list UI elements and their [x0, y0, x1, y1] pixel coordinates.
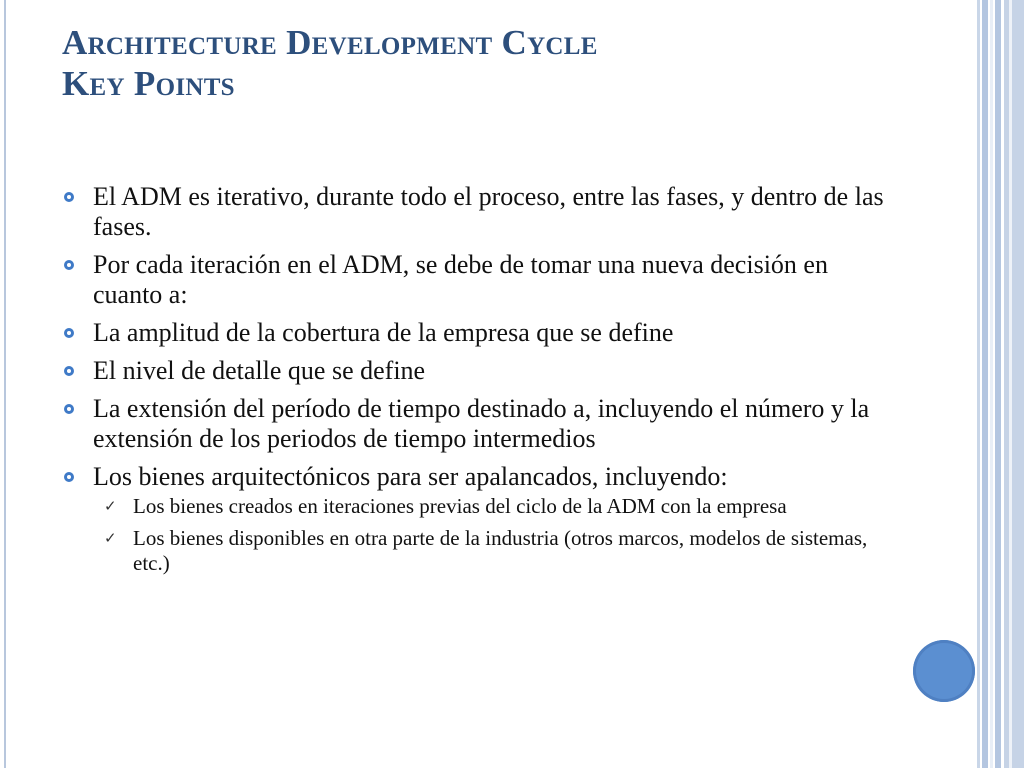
circle-bullet-icon — [64, 260, 74, 270]
sub-bullet-list — [93, 494, 892, 576]
bullet-item — [62, 182, 892, 242]
bullet-item — [62, 250, 892, 310]
bullet-text: La extensión del período de tiempo destinado a, incluyendo el número y la extensión de los periodos de tiempo intermedios — [93, 394, 870, 453]
circle-bullet-icon — [64, 404, 74, 414]
bullet-item — [62, 318, 892, 348]
blue-circle-icon — [913, 640, 975, 702]
slide-title — [62, 22, 942, 104]
circle-bullet-icon — [64, 366, 74, 376]
right-decorative-stripe — [977, 0, 980, 768]
bullet-text: El ADM es iterativo, durante todo el proceso, entre las fases, y dentro de las fases. — [93, 182, 884, 241]
circle-bullet-icon — [64, 472, 74, 482]
circle-bullet-icon — [64, 328, 74, 338]
bullet-item — [62, 462, 892, 576]
right-decorative-stripe — [1009, 0, 1012, 768]
checkmark-icon: ✓ — [104, 529, 117, 547]
slide-title-line-2: Key Points — [62, 64, 235, 103]
sub-bullet-text: Los bienes creados en iteraciones previas del ciclo de la ADM con la empresa — [133, 494, 787, 518]
slide-title-line-1: Architecture Development Cycle — [62, 23, 598, 62]
bullet-item — [62, 356, 892, 386]
bullet-text: Por cada iteración en el ADM, se debe de tomar una nueva decisión en cuanto a: — [93, 250, 828, 309]
left-border-line — [4, 0, 6, 768]
circle-bullet-icon — [64, 192, 74, 202]
bullet-list — [62, 182, 892, 584]
bullet-item — [62, 394, 892, 454]
bullet-text: La amplitud de la cobertura de la empresa que se define — [93, 318, 674, 347]
checkmark-icon: ✓ — [104, 497, 117, 515]
right-decorative-stripe — [990, 0, 993, 768]
bullet-text: El nivel de detalle que se define — [93, 356, 426, 385]
bullet-text: Los bienes arquitectónicos para ser apalancados, incluyendo: — [93, 462, 728, 491]
sub-bullet-item — [93, 526, 892, 576]
right-decorative-stripe — [1004, 0, 1024, 768]
sub-bullet-text: Los bienes disponibles en otra parte de la industria (otros marcos, modelos de sistemas, etc.) — [133, 526, 868, 575]
right-decorative-stripe — [982, 0, 988, 768]
right-decorative-stripe — [995, 0, 1001, 768]
sub-bullet-item — [93, 494, 892, 519]
